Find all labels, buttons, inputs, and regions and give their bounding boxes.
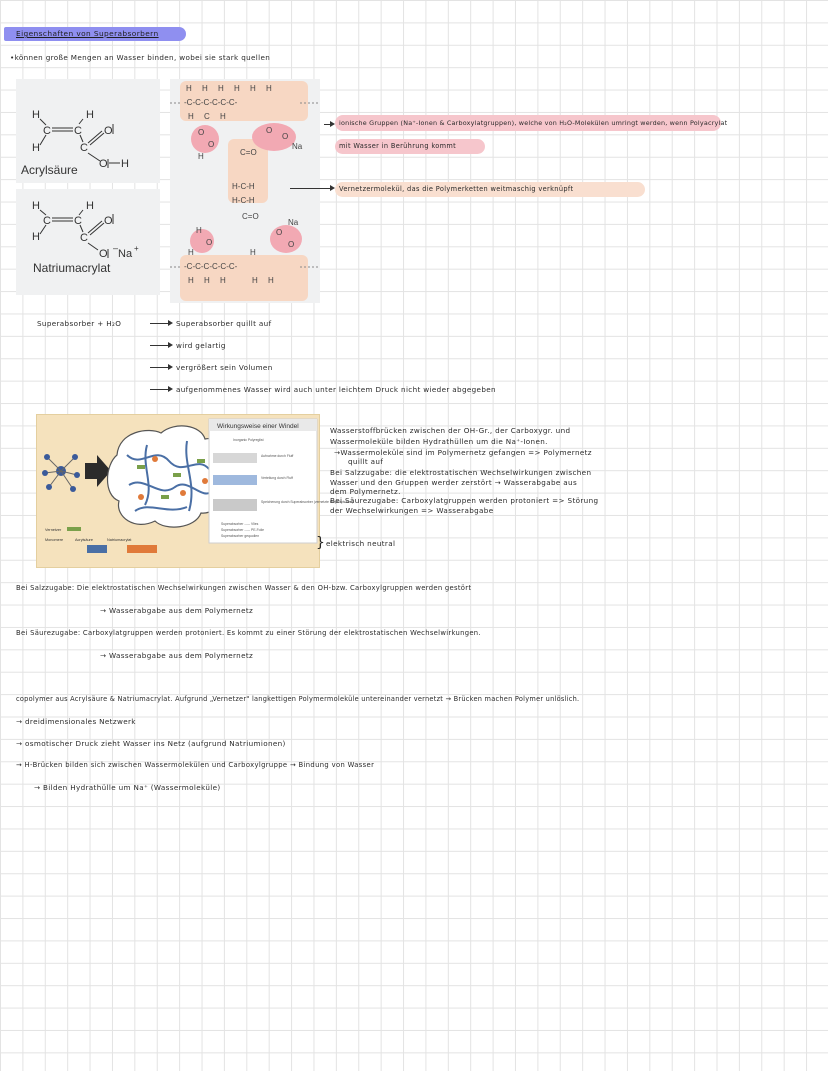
svg-text:H: H bbox=[188, 276, 194, 285]
svg-text:H: H bbox=[86, 200, 94, 212]
page-title: Eigenschaften von Superabsorbern bbox=[16, 29, 159, 38]
svg-text:H: H bbox=[218, 84, 224, 93]
svg-text:H: H bbox=[204, 276, 210, 285]
svg-text:-C-C-C-C-C-C-: -C-C-C-C-C-C- bbox=[184, 262, 238, 271]
natriumacrylat-formula bbox=[16, 189, 160, 295]
polyacrylat-structure bbox=[170, 79, 320, 303]
reaction-reactants: Superabsorber + H₂O bbox=[37, 319, 122, 328]
label-vernetzer: Vernetzer bbox=[45, 528, 62, 532]
diaper-note-8: Bei Säurezugabe: Carboxylatgruppen werden protoniert => Störung bbox=[330, 496, 599, 505]
diaper-figure-title: Wirkungsweise einer Windel bbox=[217, 423, 299, 430]
diaper-figure bbox=[36, 414, 354, 568]
ionic-note-line1: ionische Gruppen (Na⁺-Ionen & Carboxylatgruppen), welche von H₂O-Molekülen umringt werden, wenn Polyacrylat bbox=[339, 119, 728, 127]
svg-text:H: H bbox=[121, 158, 129, 170]
svg-text:O: O bbox=[208, 140, 215, 149]
diaper-note-4: quillt auf bbox=[348, 457, 384, 466]
svg-text:+: + bbox=[134, 244, 139, 253]
arrow-head-r3 bbox=[168, 364, 173, 370]
crosslinker-note: Vernetzermolekül, das die Polymerketten weitmaschig verknüpft bbox=[339, 185, 574, 193]
svg-text:O: O bbox=[99, 158, 108, 170]
svg-text:H: H bbox=[86, 109, 94, 121]
diaper-note-1: Wasserstoffbrücken zwischen der OH-Gr., der Carboxygr. und bbox=[330, 426, 571, 435]
neutral-note: elektrisch neutral bbox=[326, 539, 396, 548]
svg-text:O: O bbox=[282, 132, 289, 141]
svg-text:H: H bbox=[220, 112, 226, 121]
label-gequollen: Superabsorber gequollen bbox=[221, 534, 260, 538]
svg-text:H: H bbox=[266, 84, 272, 93]
svg-text:C: C bbox=[43, 215, 51, 227]
summary-line-2: → dreidimensionales Netzwerk bbox=[16, 717, 136, 726]
svg-text:O: O bbox=[288, 240, 295, 249]
svg-text:O: O bbox=[99, 248, 108, 260]
reaction-result-4: aufgenommenes Wasser wird auch unter leichtem Druck nicht wieder abgegeben bbox=[176, 385, 496, 394]
svg-text:-C-C-C-C-C-C-: -C-C-C-C-C-C- bbox=[184, 98, 238, 107]
svg-text:O: O bbox=[104, 125, 113, 137]
svg-text:H: H bbox=[32, 200, 40, 212]
svg-text:C: C bbox=[204, 112, 210, 121]
diaper-note-5: Bei Salzzugabe: die elektrostatischen Wechselwirkungen zwischen bbox=[330, 468, 592, 477]
natriumacrylat-structure bbox=[16, 189, 160, 295]
svg-text:O: O bbox=[276, 228, 283, 237]
arrow-head-r2 bbox=[168, 342, 173, 348]
label-pefolie: Superabsorber ----- PE-Folie bbox=[221, 528, 264, 532]
arrow-r1 bbox=[150, 323, 170, 324]
diaper-note-6: Wasser und den Gruppen werder zerstört → Wasserabgabe aus bbox=[330, 478, 578, 487]
svg-text:C: C bbox=[80, 142, 88, 154]
svg-text:O: O bbox=[198, 128, 205, 137]
arrow-head-r4 bbox=[168, 386, 173, 392]
arrow-crosslinker bbox=[290, 188, 332, 189]
svg-text:H: H bbox=[196, 226, 202, 235]
diaper-figure-drawing bbox=[37, 415, 354, 567]
salt-line: Bei Salzzugabe: Die elektrostatischen Wechselwirkungen zwischen Wasser & den OH-bzw. Carboxylgruppen werden gestört bbox=[16, 584, 472, 592]
arrow-r4 bbox=[150, 389, 170, 390]
acrylsaeure-label: Acrylsäure bbox=[21, 163, 78, 177]
svg-text:Na: Na bbox=[118, 248, 133, 260]
acid-result: → Wasserabgabe aus dem Polymernetz bbox=[100, 651, 254, 660]
diaper-note-2: Wassermoleküle bilden Hydrathüllen um die Na⁺-Ionen. bbox=[330, 437, 548, 446]
svg-text:H: H bbox=[234, 84, 240, 93]
diaper-note-3: →Wassermoleküle sind im Polymernetz gefangen => Polymernetz bbox=[334, 448, 592, 457]
svg-text:H: H bbox=[202, 84, 208, 93]
svg-text:H: H bbox=[250, 248, 256, 257]
diaper-note-7: dem Polymernetz. bbox=[330, 487, 401, 496]
salt-result: → Wasserabgabe aus dem Polymernetz bbox=[100, 606, 254, 615]
svg-text:Na: Na bbox=[292, 142, 303, 151]
svg-text:O: O bbox=[266, 126, 273, 135]
label-vlies: Superabsorber ----- Vlies bbox=[221, 522, 259, 526]
svg-text:H: H bbox=[252, 276, 258, 285]
label-storage: Speicherung durch Superabsorber (vernetzte Polyacrylsäure) bbox=[261, 500, 354, 504]
svg-text:–: – bbox=[113, 243, 119, 253]
summary-line-1: copolymer aus Acrylsäure & Natriumacrylat. Aufgrund „Vernetzer" langkettigen Polymermoleküle untereinander vernetzt → Brücken machen Polymer unlöslich. bbox=[16, 695, 580, 703]
svg-text:C: C bbox=[74, 125, 82, 137]
reaction-result-1: Superabsorber quillt auf bbox=[176, 319, 272, 328]
summary-line-5: → Bilden Hydrathülle um Na⁺ (Wassermoleküle) bbox=[34, 783, 221, 792]
polyacrylat-formula bbox=[170, 79, 320, 303]
svg-text:H: H bbox=[32, 109, 40, 121]
svg-text:H: H bbox=[188, 248, 194, 257]
svg-text:H: H bbox=[188, 112, 194, 121]
acid-line: Bei Säurezugabe: Carboxylatgruppen werden protoniert. Es kommt zu einer Störung der elektrostatischen Wechselwirkungen. bbox=[16, 629, 481, 637]
arrow-head-r1 bbox=[168, 320, 173, 326]
diaper-note-9: der Wechselwirkungen => Wasserabgabe bbox=[330, 506, 494, 515]
svg-text:H: H bbox=[268, 276, 274, 285]
svg-text:C=O: C=O bbox=[242, 212, 259, 221]
svg-text:C: C bbox=[74, 215, 82, 227]
reaction-result-3: vergrößert sein Volumen bbox=[176, 363, 273, 372]
svg-text:H: H bbox=[186, 84, 192, 93]
intro-text: •können große Mengen an Wasser binden, wobei sie stark quellen bbox=[10, 53, 271, 62]
svg-text:C=O: C=O bbox=[240, 148, 257, 157]
summary-line-3: → osmotischer Druck zieht Wasser ins Netz (aufgrund Natriumionen) bbox=[16, 739, 286, 748]
svg-text:H-C-H: H-C-H bbox=[232, 196, 255, 205]
svg-text:H: H bbox=[32, 231, 40, 243]
label-distribution: Verteilung durch Fluff bbox=[261, 476, 293, 480]
label-acrylsaeure: Acrylsäure bbox=[75, 538, 93, 542]
svg-text:H: H bbox=[198, 152, 204, 161]
natriumacrylat-label: Natriumacrylat bbox=[33, 261, 111, 275]
svg-text:H: H bbox=[220, 276, 226, 285]
acrylsaeure-structure bbox=[16, 79, 160, 183]
label-monomere: Monomere bbox=[45, 538, 64, 542]
label-natriumacrylat: Natriumacrylat bbox=[107, 538, 132, 542]
arrow-r3 bbox=[150, 367, 170, 368]
neutral-brace: } bbox=[316, 535, 325, 551]
svg-text:Na: Na bbox=[288, 218, 299, 227]
svg-text:H: H bbox=[32, 142, 40, 154]
svg-text:H: H bbox=[250, 84, 256, 93]
label-inorganic: Inorganic Polyreglist bbox=[233, 438, 264, 442]
ionic-note-line2: mit Wasser in Berührung kommt bbox=[339, 142, 457, 150]
svg-text:O: O bbox=[104, 215, 113, 227]
reaction-result-2: wird gelartig bbox=[176, 341, 226, 350]
svg-text:O: O bbox=[206, 238, 213, 247]
summary-line-4: → H-Brücken bilden sich zwischen Wassermolekülen und Carboxylgruppe → Bindung von Wasser bbox=[16, 761, 375, 769]
label-uptake: Aufnahme durch Fluff bbox=[261, 454, 294, 458]
svg-text:C: C bbox=[43, 125, 51, 137]
svg-text:C: C bbox=[80, 232, 88, 244]
arrow-r2 bbox=[150, 345, 170, 346]
svg-text:H-C-H: H-C-H bbox=[232, 182, 255, 191]
